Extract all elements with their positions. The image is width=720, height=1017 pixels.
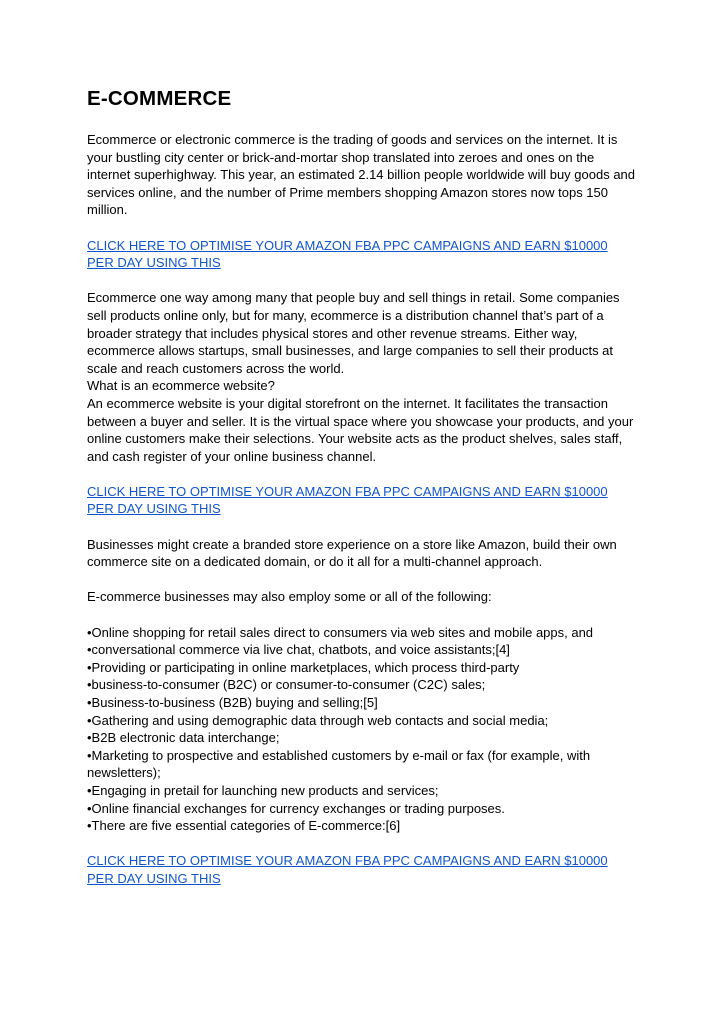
list-item: •Business-to-business (B2B) buying and selling;[5] bbox=[87, 695, 378, 710]
spacer bbox=[87, 606, 640, 624]
page-title: E-COMMERCE bbox=[87, 87, 232, 110]
intro-paragraph: Ecommerce or electronic commerce is the trading of goods and services on the internet. It is your bustling city center or brick-and-mortar shop translated into zeroes and ones on the internet superhighway. This year, an estimated 2.14 billion people worldwide will buy goods and services online, and the number of Prime members shopping Amazon stores now tops 150 million. bbox=[87, 132, 636, 218]
list-item: •Gathering and using demographic data through web contacts and social media; bbox=[87, 712, 549, 728]
spacer bbox=[87, 835, 640, 853]
spacer bbox=[87, 219, 640, 237]
list-item: •business-to-consumer (B2C) or consumer-to-consumer (C2C) sales; bbox=[87, 677, 486, 693]
spacer bbox=[87, 518, 640, 536]
question-heading: What is an ecommerce website? bbox=[87, 378, 275, 394]
list-item: •Marketing to prospective and established customers by e-mail or fax (for example, with newsletters); bbox=[87, 747, 591, 781]
website-paragraph: An ecommerce website is your digital storefront on the internet. It facilitates the transaction between a buyer and seller. It is the virtual space where you showcase your products, and your online customers make their selections. Your website acts as the product shelves, sales staff, and cash register of your online business channel. bbox=[87, 395, 634, 464]
promo-link-2[interactable]: CLICK HERE TO OPTIMISE YOUR AMAZON FBA PPC CAMPAIGNS AND EARN $10000 PER DAY USING THIS bbox=[87, 483, 608, 517]
list-item: •Engaging in pretail for launching new products and services; bbox=[87, 782, 439, 798]
retail-paragraph: Ecommerce one way among many that people buy and sell things in retail. Some companies sell products online only, but for many, ecommerce is a distribution channel that’s part of a broader strategy that includes physical stores and other revenue streams. Either way, ecommerce allows startups, small businesses, and large companies to sell their products at scale and reach customers across the world. bbox=[87, 290, 620, 376]
list-item: •There are five essential categories of E-commerce:[6] bbox=[87, 818, 401, 834]
bullet-list bbox=[87, 624, 640, 835]
list-intro: E-commerce businesses may also employ some or all of the following: bbox=[87, 589, 492, 605]
spacer bbox=[87, 272, 640, 290]
list-item: •conversational commerce via live chat, chatbots, and voice assistants;[4] bbox=[87, 642, 510, 658]
list-item: •B2B electronic data interchange; bbox=[87, 730, 280, 746]
branded-store-paragraph: Businesses might create a branded store experience on a store like Amazon, build their own commerce site on a dedicated domain, or do it all for a multi-channel approach. bbox=[87, 536, 617, 570]
promo-link-3[interactable]: CLICK HERE TO OPTIMISE YOUR AMAZON FBA PPC CAMPAIGNS AND EARN $10000 PER DAY USING THIS bbox=[87, 853, 608, 886]
list-item: •Online financial exchanges for currency exchanges or trading purposes. bbox=[87, 800, 505, 816]
list-item: •Providing or participating in online marketplaces, which process third-party bbox=[87, 659, 520, 675]
spacer bbox=[87, 465, 640, 483]
promo-link-1[interactable]: CLICK HERE TO OPTIMISE YOUR AMAZON FBA PPC CAMPAIGNS AND EARN $10000 PER DAY USING THIS bbox=[87, 237, 608, 271]
list-item: •Online shopping for retail sales direct to consumers via web sites and mobile apps, and bbox=[87, 624, 594, 640]
spacer bbox=[87, 571, 640, 589]
